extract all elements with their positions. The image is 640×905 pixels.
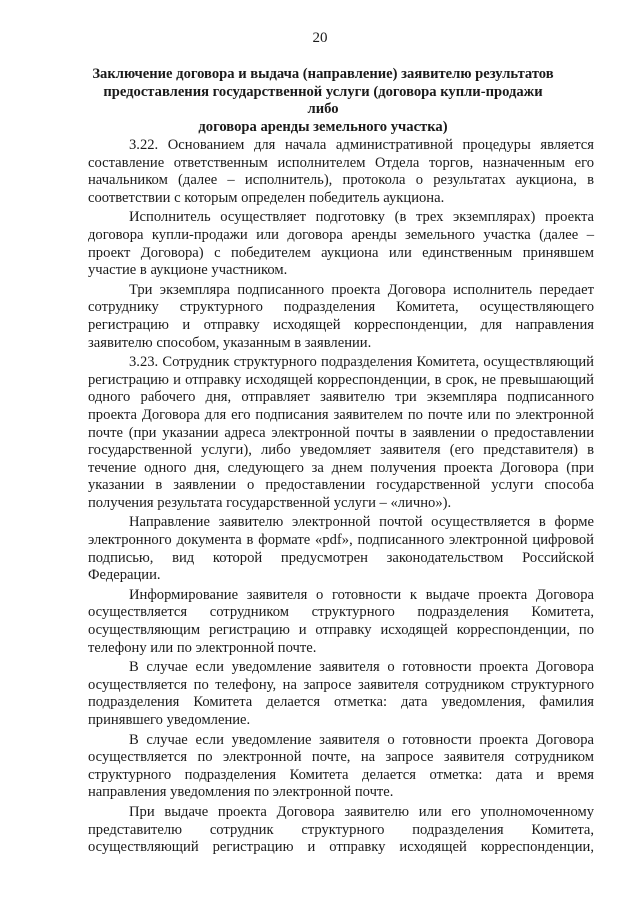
heading-line: предоставления государственной услуги (договора купли-продажи либо bbox=[103, 83, 543, 118]
heading-line: договора аренды земельного участка) bbox=[198, 118, 448, 135]
section-heading bbox=[88, 66, 558, 136]
paragraph-preparation: Исполнитель осуществляет подготовку (в трех экземплярах) проекта договора купли-продажи или договора аренды земельного участка (далее – проект Договора) с победителем аукциона или единственным принявшем участие в аукционе участником. bbox=[88, 209, 594, 279]
paragraph-issuance: При выдаче проекта Договора заявителю или его уполномоченному представителю сотрудник структурного подразделения Комитета, осуществляющий регистрацию и отправку исходящей корреспонденции, bbox=[88, 803, 594, 856]
page-number: 20 bbox=[312, 30, 328, 46]
paragraph-email-notice: В случае если уведомление заявителя о готовности проекта Договора осуществляется по электронной почте, на запросе заявителя сотрудником структурного подразделения Комитета делается отметка: дата и время направления уведомления по электронной почте. bbox=[88, 731, 594, 801]
paragraph-email-delivery: Направление заявителю электронной почтой осуществляется в форме электронного документа в формате «pdf», подписанного электронной цифровой подписью, вид которой предусмотрен законодательством Российской Федерации. bbox=[88, 514, 594, 584]
document-body bbox=[88, 137, 594, 859]
paragraph-transfer: Три экземпляра подписанного проекта Договора исполнитель передает сотруднику структурного подразделения Комитета, осуществляющего регистрацию и отправку исходящей корреспонденции, для направления заявителю способом, указанным в заявлении. bbox=[88, 281, 594, 351]
paragraph-3-23: 3.23. Сотрудник структурного подразделения Комитета, осуществляющий регистрацию и отправку исходящей корреспонденции, в срок, не превышающий одного рабочего дня, отправляет заявителю три экземпляра подписанного проекта Договора для его подписания заявителем по почте или по электронной почте (при указании адреса электронной почты в заявлении о предоставлении государственной услуги), либо уведомляет заявителя (его представителя) в течение одного дня, следующего за днем получения проекта Договора (при указании в заявлении о предоставлении государственной услуги способа получения результата государственной услуги – «лично»). bbox=[88, 354, 594, 511]
paragraph-informing: Информирование заявителя о готовности к выдаче проекта Договора осуществляется сотрудником структурного подразделения Комитета, осуществляющим регистрацию и отправку исходящей корреспонденции, по телефону или по электронной почте. bbox=[88, 586, 594, 656]
paragraph-3-22: 3.22. Основанием для начала административной процедуры является составление ответственным исполнителем Отдела торгов, назначенным его начальником (далее – исполнитель), протокола о результатах аукциона, в соответствии с которым определен победитель аукциона. bbox=[88, 137, 594, 206]
paragraph-phone-notice: В случае если уведомление заявителя о готовности проекта Договора осуществляется по телефону, на запросе заявителя сотрудником структурного подразделения Комитета делается отметка: дата уведомления, фамилия принявшего уведомление. bbox=[88, 659, 594, 728]
heading-line: Заключение договора и выдача (направление) заявителю результатов bbox=[92, 66, 554, 82]
